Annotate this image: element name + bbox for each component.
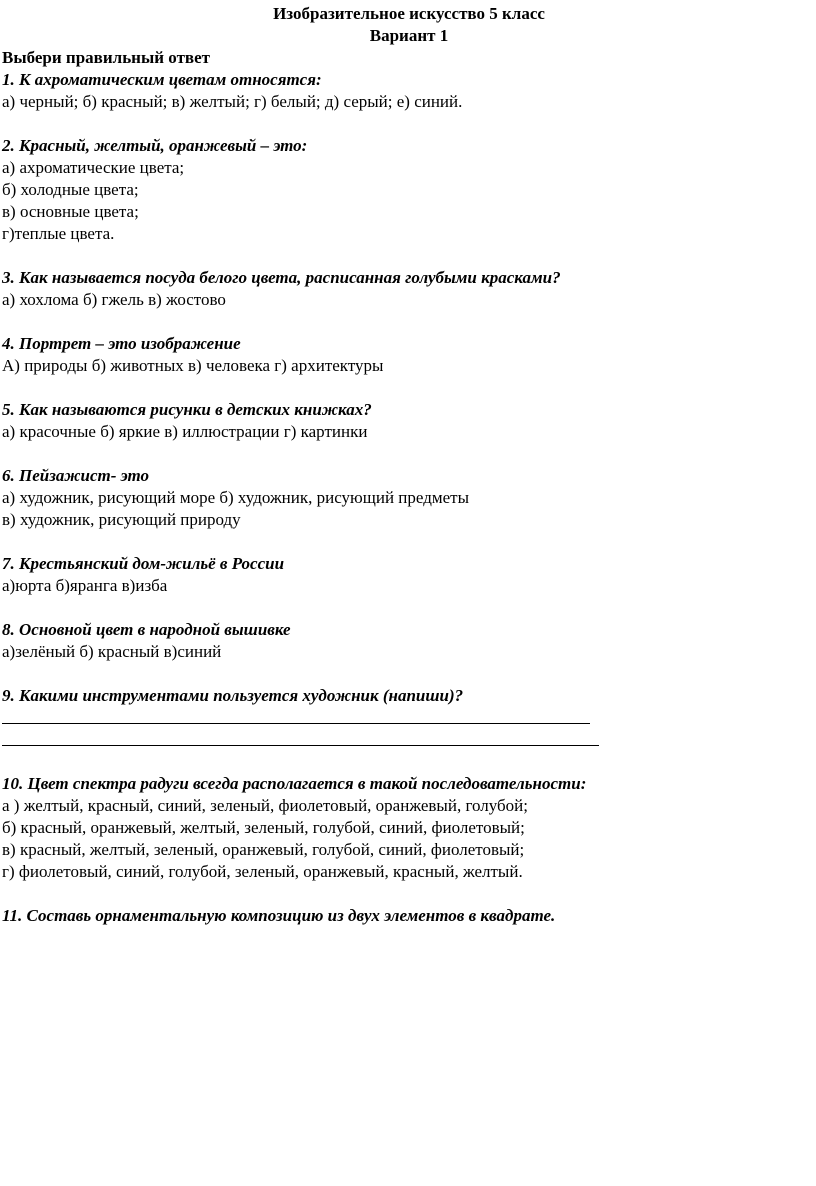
answer-line: А) природы б) животных в) человека г) архитектуры: [2, 356, 384, 375]
question-6: 6. Пейзажист- это: [2, 466, 150, 485]
answer-line: в) красный, желтый, зеленый, оранжевый, голубой, синий, фиолетовый;: [2, 840, 525, 859]
answer-line: а ) желтый, красный, синий, зеленый, фиолетовый, оранжевый, голубой;: [2, 796, 528, 815]
answer-line: в) художник, рисующий природу: [2, 510, 241, 529]
question-10: 10. Цвет спектра радуги всегда располагается в такой последовательности:: [2, 774, 587, 793]
question-11: 11. Составь орнаментальную композицию из двух элементов в квадрате.: [2, 906, 556, 925]
answer-line: а)зелёный б) красный в)синий: [2, 642, 222, 661]
document-header: [0, 3, 816, 47]
write-in-line-1[interactable]: [0, 707, 816, 729]
answer-line: а)юрта б)яранга в)изба: [2, 576, 168, 595]
answer-line: б) красный, оранжевый, желтый, зеленый, голубой, синий, фиолетовый;: [2, 818, 525, 837]
question-2: 2. Красный, желтый, оранжевый – это:: [2, 136, 308, 155]
document-title: Изобразительное искусство 5 класс: [273, 4, 545, 23]
answer-line: а) ахроматические цвета;: [2, 158, 185, 177]
question-8: 8. Основной цвет в народной вышивке: [2, 620, 291, 639]
instruction-text: Выбери правильный ответ: [2, 48, 211, 67]
answer-line: а) художник, рисующий море б) художник, рисующий предметы: [2, 488, 470, 507]
question-7: 7. Крестьянский дом-жильё в России: [2, 554, 285, 573]
answer-line: а) хохлома б) гжель в) жостово: [2, 290, 226, 309]
question-1: 1. К ахроматическим цветам относятся:: [2, 70, 322, 89]
answer-line: б) холодные цвета;: [2, 180, 139, 199]
question-4: 4. Портрет – это изображение: [2, 334, 241, 353]
worksheet-page: [0, 3, 816, 927]
variant-label: Вариант 1: [369, 26, 449, 45]
answer-line: а) черный; б) красный; в) желтый; г) белый; д) серый; е) синий.: [2, 92, 463, 111]
answer-line: г)теплые цвета.: [2, 224, 115, 243]
question-9: 9. Какими инструментами пользуется художник (напиши)?: [2, 686, 464, 705]
question-3: 3. Как называется посуда белого цвета, расписанная голубыми красками?: [2, 268, 561, 287]
write-in-line-2[interactable]: [0, 729, 816, 751]
answer-line: в) основные цвета;: [2, 202, 139, 221]
answer-line: а) красочные б) яркие в) иллюстрации г) картинки: [2, 422, 368, 441]
question-5: 5. Как называются рисунки в детских книжках?: [2, 400, 372, 419]
answer-line: г) фиолетовый, синий, голубой, зеленый, оранжевый, красный, желтый.: [2, 862, 523, 881]
